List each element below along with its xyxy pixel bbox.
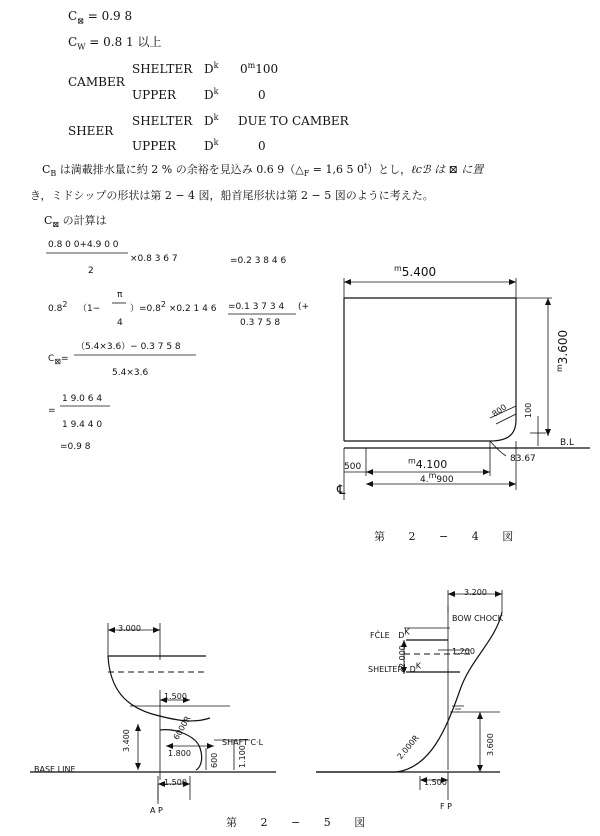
fig25-caption: 第 2 − 5 図 <box>226 816 376 829</box>
fig25-fore-draft: 3.600 <box>486 733 495 756</box>
fig24-bl-label: B.L <box>560 438 575 448</box>
eq1-denominator: 2 <box>88 266 94 276</box>
fig25-fcle-label: FĈLE $D^K$ <box>370 627 410 640</box>
eq2-numerator: =0.1 3 7 3 4 <box>228 302 285 312</box>
fig24-offset: 500 <box>344 462 362 472</box>
fig24-half: 4.$^m$900 <box>420 471 454 485</box>
fig25-aft-height: 3.400 <box>122 729 131 752</box>
fig25-aft-width: 3.000 <box>118 624 141 633</box>
eq3-denominator: 5.4×3.6 <box>112 368 149 378</box>
fig24-caption: 第 2 − 4 図 <box>374 530 524 543</box>
eq3-numerator: （5.4×3.6）− 0.3 7 5 8 <box>76 342 181 352</box>
fig24-bilge-radius: 800 <box>490 402 509 419</box>
fig24-breadth: $^m$5.400 <box>394 264 437 279</box>
fig25-base-line: BASE LINE <box>34 765 76 774</box>
fig24-rise: 100 <box>524 402 533 418</box>
fig25-fore-gap2: 1.200 <box>452 647 475 656</box>
paragraph-line-2: き，ミドシップの形状は第 2 − 4 図，船首尾形状は第 2 − 5 図のように考えた。 <box>30 189 434 202</box>
fig25-fore-width: 3.200 <box>464 588 487 597</box>
sheer-label: SHEER <box>68 124 114 138</box>
sheer-upper-row: UPPER $D^k$ 0 <box>132 138 266 153</box>
fig25-bow-chock: BOW CHOCK <box>452 614 503 623</box>
fig25-shelter-label: SHELTER $D^K$ <box>368 661 421 674</box>
fig25-fore-radius: 2.000R <box>395 733 421 762</box>
cw-line: $C_W = 0.8$ 1 以上 <box>68 35 162 52</box>
eq2-left: $0.8^2$ <box>48 300 68 314</box>
eq1-result: =0.2 3 8 4 6 <box>230 256 287 266</box>
camber-shelter-row: SHELTER $D^k$ 0$^m$100 <box>132 61 279 76</box>
eq1-numerator: 0.8 0 0+4.9 0 0 <box>48 240 119 250</box>
eq2-paren-open: （1− <box>78 304 101 314</box>
eq5: =0.9 8 <box>60 442 91 452</box>
camber-upper-row: UPPER $D^k$ 0 <box>132 87 266 102</box>
fig25-aft-dim-600: 600 <box>210 752 219 768</box>
eq1-multiplier: ×0.8 3 6 7 <box>130 254 178 264</box>
paragraph-line-1: $C_B$ は満載排水量に約 2 % の余裕を見込み 0.6 $9(\triangle_F = 1,6$ 5 0$^t$）とし，ℓcℬ は ⊠ に置 <box>42 161 484 179</box>
fig25-aft-dim-1100: 1.100 <box>238 745 247 768</box>
eq4-numerator: 1 9.0 6 4 <box>62 394 103 404</box>
eq3-c: $C_⊠=$ <box>48 354 69 366</box>
fig25-fp-label: F P <box>440 802 452 811</box>
camber-label: CAMBER <box>68 75 125 89</box>
fig25-fore-gap1: 2.000 <box>398 645 407 668</box>
fig24-depth: $^m$3.600 <box>555 329 570 372</box>
fig25-aft-bottom-offset: 1.500 <box>164 778 187 787</box>
fig25-aft-hub: 1.800 <box>168 749 191 758</box>
eq2-four: 4 <box>117 318 123 328</box>
eq2-paren-close: ）$=0.8^2 \times 0.2$ 1 4 6 <box>130 300 217 314</box>
fig25-aft-shaft-label: SHAFT C·L <box>222 738 264 747</box>
fig25-fore-bottom-offset: 1.500 <box>424 778 447 787</box>
fig24-flat: $^m$4.100 <box>408 456 448 471</box>
fig25-aft-shaft-offset: 1.500 <box>164 692 187 701</box>
eq2-plus: (+ <box>298 302 310 312</box>
eq2-pi: π <box>117 290 123 300</box>
fig24-centerline: ℄ <box>337 483 346 498</box>
eq2-denominator: 0.3 7 5 8 <box>240 318 281 328</box>
fig25-aft-radius: 6000R <box>171 714 193 742</box>
cm-line: $C_⊠ = 0.9$ 8 <box>68 9 133 26</box>
fig25-ap-label: A P <box>150 806 163 815</box>
calc-title: $C_⊠$ の計算は <box>44 214 107 230</box>
sheer-shelter-row: SHELTER $D^k$ DUE TO CAMBER <box>132 113 349 128</box>
eq4-denominator: 1 9.4 4 0 <box>62 420 103 430</box>
eq4-eq: = <box>48 406 56 416</box>
fig24-angle: 83.67 <box>510 454 536 464</box>
